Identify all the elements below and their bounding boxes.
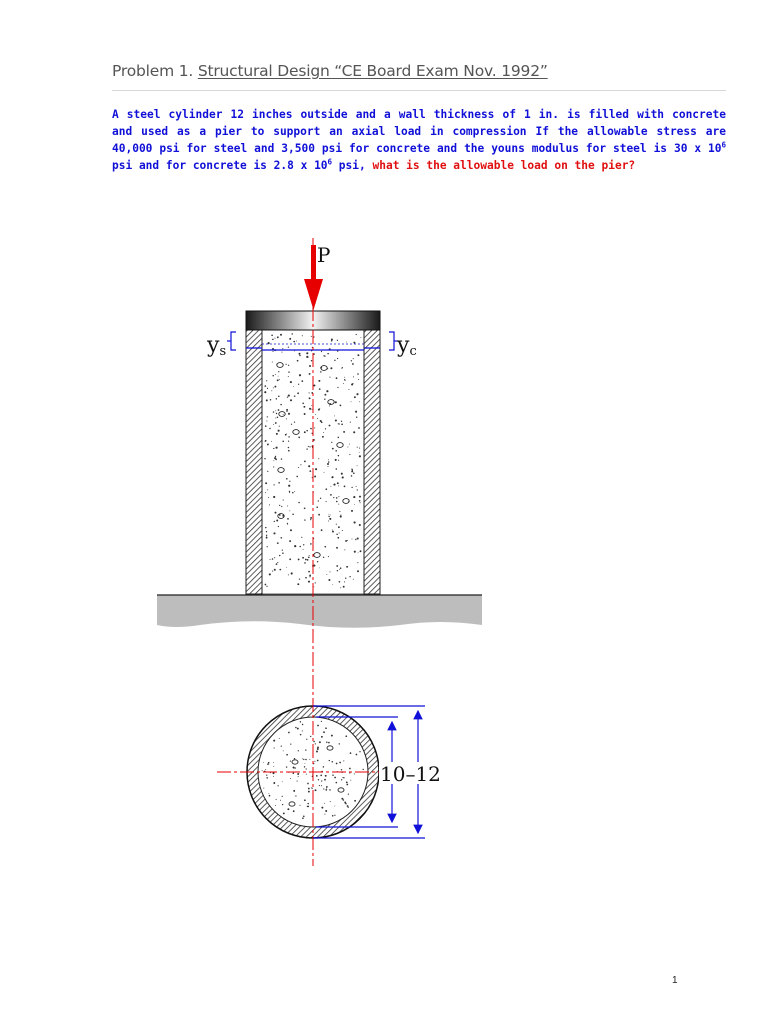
steel-wall-right <box>364 330 380 594</box>
title-row <box>112 62 726 91</box>
problem-text-3: psi, <box>332 159 373 172</box>
yc-label: yc <box>397 333 417 359</box>
load-arrow <box>304 243 330 310</box>
problem-label: Problem 1. <box>112 62 194 80</box>
load-label: P <box>317 243 331 267</box>
problem-topic: Structural Design “CE Board Exam Nov. 1992” <box>197 62 548 80</box>
pier-elevation <box>206 311 417 594</box>
exponent-1: 6 <box>721 140 726 150</box>
ground <box>157 595 482 628</box>
dimension-label: 10–12 <box>380 762 441 786</box>
ys-label: ys <box>207 333 227 359</box>
page-title <box>112 62 726 80</box>
problem-text-1: A steel cylinder 12 inches outside and a wall thickness of 1 in. is filled with concrete and used as a pier to support an axial load in compression If the allowable stress are 40,000 psi for steel and 3,500 psi for concrete and the youns modulus for steel is 30 x 10 <box>112 108 726 155</box>
problem-statement <box>112 106 726 174</box>
problem-text-2: psi and for concrete is 2.8 x 10 <box>112 159 328 172</box>
exponent-2: 6 <box>327 157 333 167</box>
page-number: 1 <box>672 975 678 986</box>
yc-bracket <box>389 332 394 350</box>
problem-question: what is the allowable load on the pier? <box>372 159 636 172</box>
ys-bracket <box>231 332 236 350</box>
steel-wall-left <box>246 330 262 594</box>
pier-figure <box>112 226 512 871</box>
